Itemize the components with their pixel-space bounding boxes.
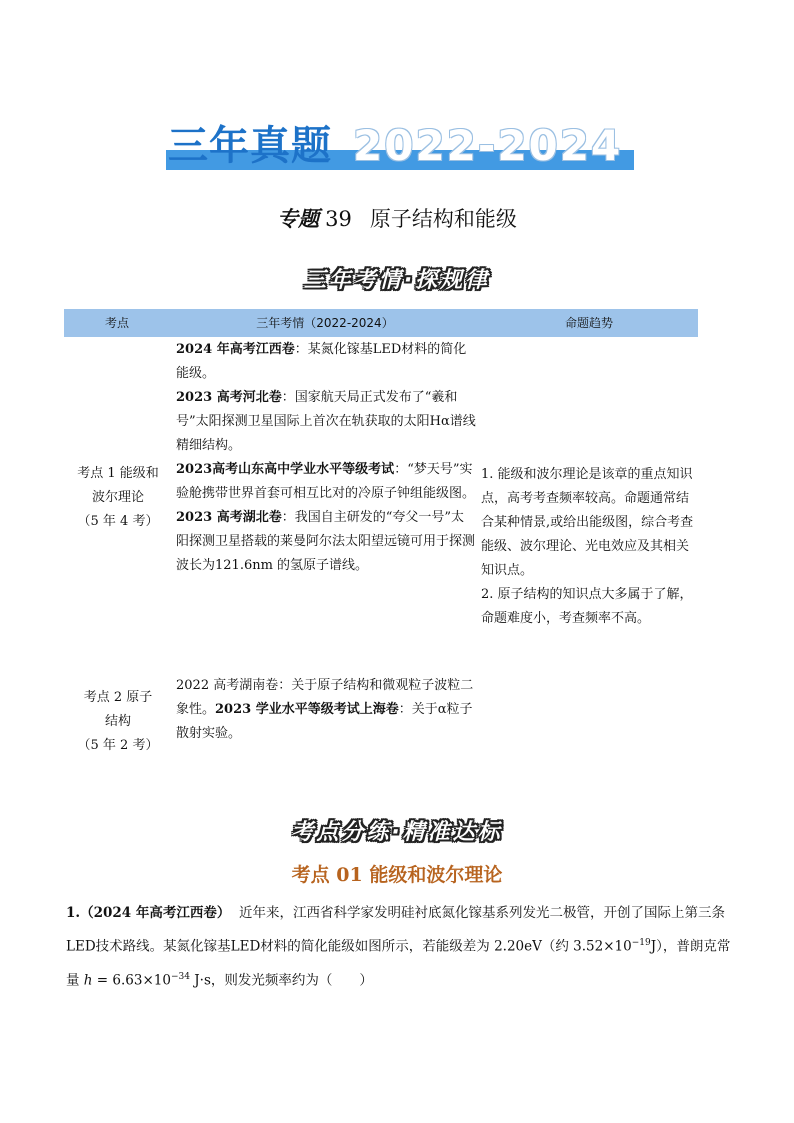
table-row-1-point xyxy=(66,462,170,534)
table-header xyxy=(64,309,698,337)
topic-number: 39 xyxy=(325,207,352,231)
topic-keyword: 专题 xyxy=(277,206,320,231)
question-1: 1.（2024 年高考江西卷） 近年来，江西省科学家发明硅衬底氮化镓基系列发光二极管，开创了国际上第三条LED技术路线。某氮化镓基LED材料的简化能级如图所示，若能级差为 2.20eV（约 $3.52\times 10^{-19}J$），普朗克常量 $h = 6.63\times 10^{-34}$ J·s，则发光频率约为（ ） xyxy=(66,905,731,988)
point-name: 考点 1 能级和波尔理论 xyxy=(77,466,159,505)
question-source: （2024 年高考江西卷） xyxy=(80,905,231,921)
table-row-1-exams xyxy=(176,338,476,578)
section-badge-practice: 考点分练·精准达标 xyxy=(291,820,503,845)
banner-title: 三年真题 xyxy=(168,123,332,169)
table-row-2-point xyxy=(66,686,170,758)
exam-item: 2023 高考河北卷：国家航天局正式发布了“羲和号”太阳探测卫星国际上首次在轨获取的太阳Hα谱线精细结构。 xyxy=(176,390,476,453)
banner-years: 2022-2024 xyxy=(353,121,623,170)
exam-item: 2022 高考湖南卷：关于原子结构和微观粒子波粒二象性。2023 学业水平等级考试上海卷：关于α粒子散射实验。 xyxy=(176,678,474,741)
question-number: 1. xyxy=(66,905,81,921)
exam-item: 2024 年高考江西卷：某氮化镓基LED材料的简化能级。 xyxy=(176,342,467,381)
topic-name: 原子结构和能级 xyxy=(369,207,517,231)
page-title xyxy=(0,203,794,233)
point-count: （5 年 2 考） xyxy=(77,738,159,753)
section-title: 考点 01 能级和波尔理论 xyxy=(291,864,503,886)
table-row-2-exams xyxy=(176,674,476,746)
exponent: −34 xyxy=(170,971,190,982)
table-header-exam: 三年考情（2022-2024） xyxy=(256,316,394,330)
table-header-point: 考点 xyxy=(104,316,129,330)
point-count: （5 年 4 考） xyxy=(77,514,159,529)
exam-item: 2023 高考湖北卷：我国自主研发的“夸父一号”太阳探测卫星搭载的莱曼阿尔法太阳望远镜可用于探测波长为121.6nm 的氢原子谱线。 xyxy=(176,510,476,573)
trend-item: 1. 能级和波尔理论是该章的重点知识点，高考考查频率较高。命题通常结合某种情景,或给出能级图，综合考查能级、波尔理论、光电效应及其相关知识点。 xyxy=(481,467,694,578)
trend-item: 2. 原子结构的知识点大多属于了解，命题难度小，考查频率不高。 xyxy=(481,587,693,626)
exam-item: 2023高考山东高中学业水平等级考试：“梦天号”实验舱携带世界首套可相互比对的冷原子钟组能级图。 xyxy=(176,462,476,501)
table-header-trend: 命题趋势 xyxy=(564,316,613,330)
banner xyxy=(160,120,635,180)
section-badge-exam-trends: 三年考情·探规律 xyxy=(303,268,491,293)
question-body: 近年来，江西省科学家发明硅衬底氮化镓基系列发光二极管，开创了国际上第三条LED技术路线。某氮化镓基LED材料的简化能级如图所示，若能级差为 2.20eV（约 3.52×10 xyxy=(66,905,725,955)
planck-symbol: h xyxy=(83,972,93,988)
point-name: 考点 2 原子结构 xyxy=(83,690,153,729)
exponent: −19 xyxy=(631,938,651,948)
table-row-1-trend xyxy=(481,463,696,631)
